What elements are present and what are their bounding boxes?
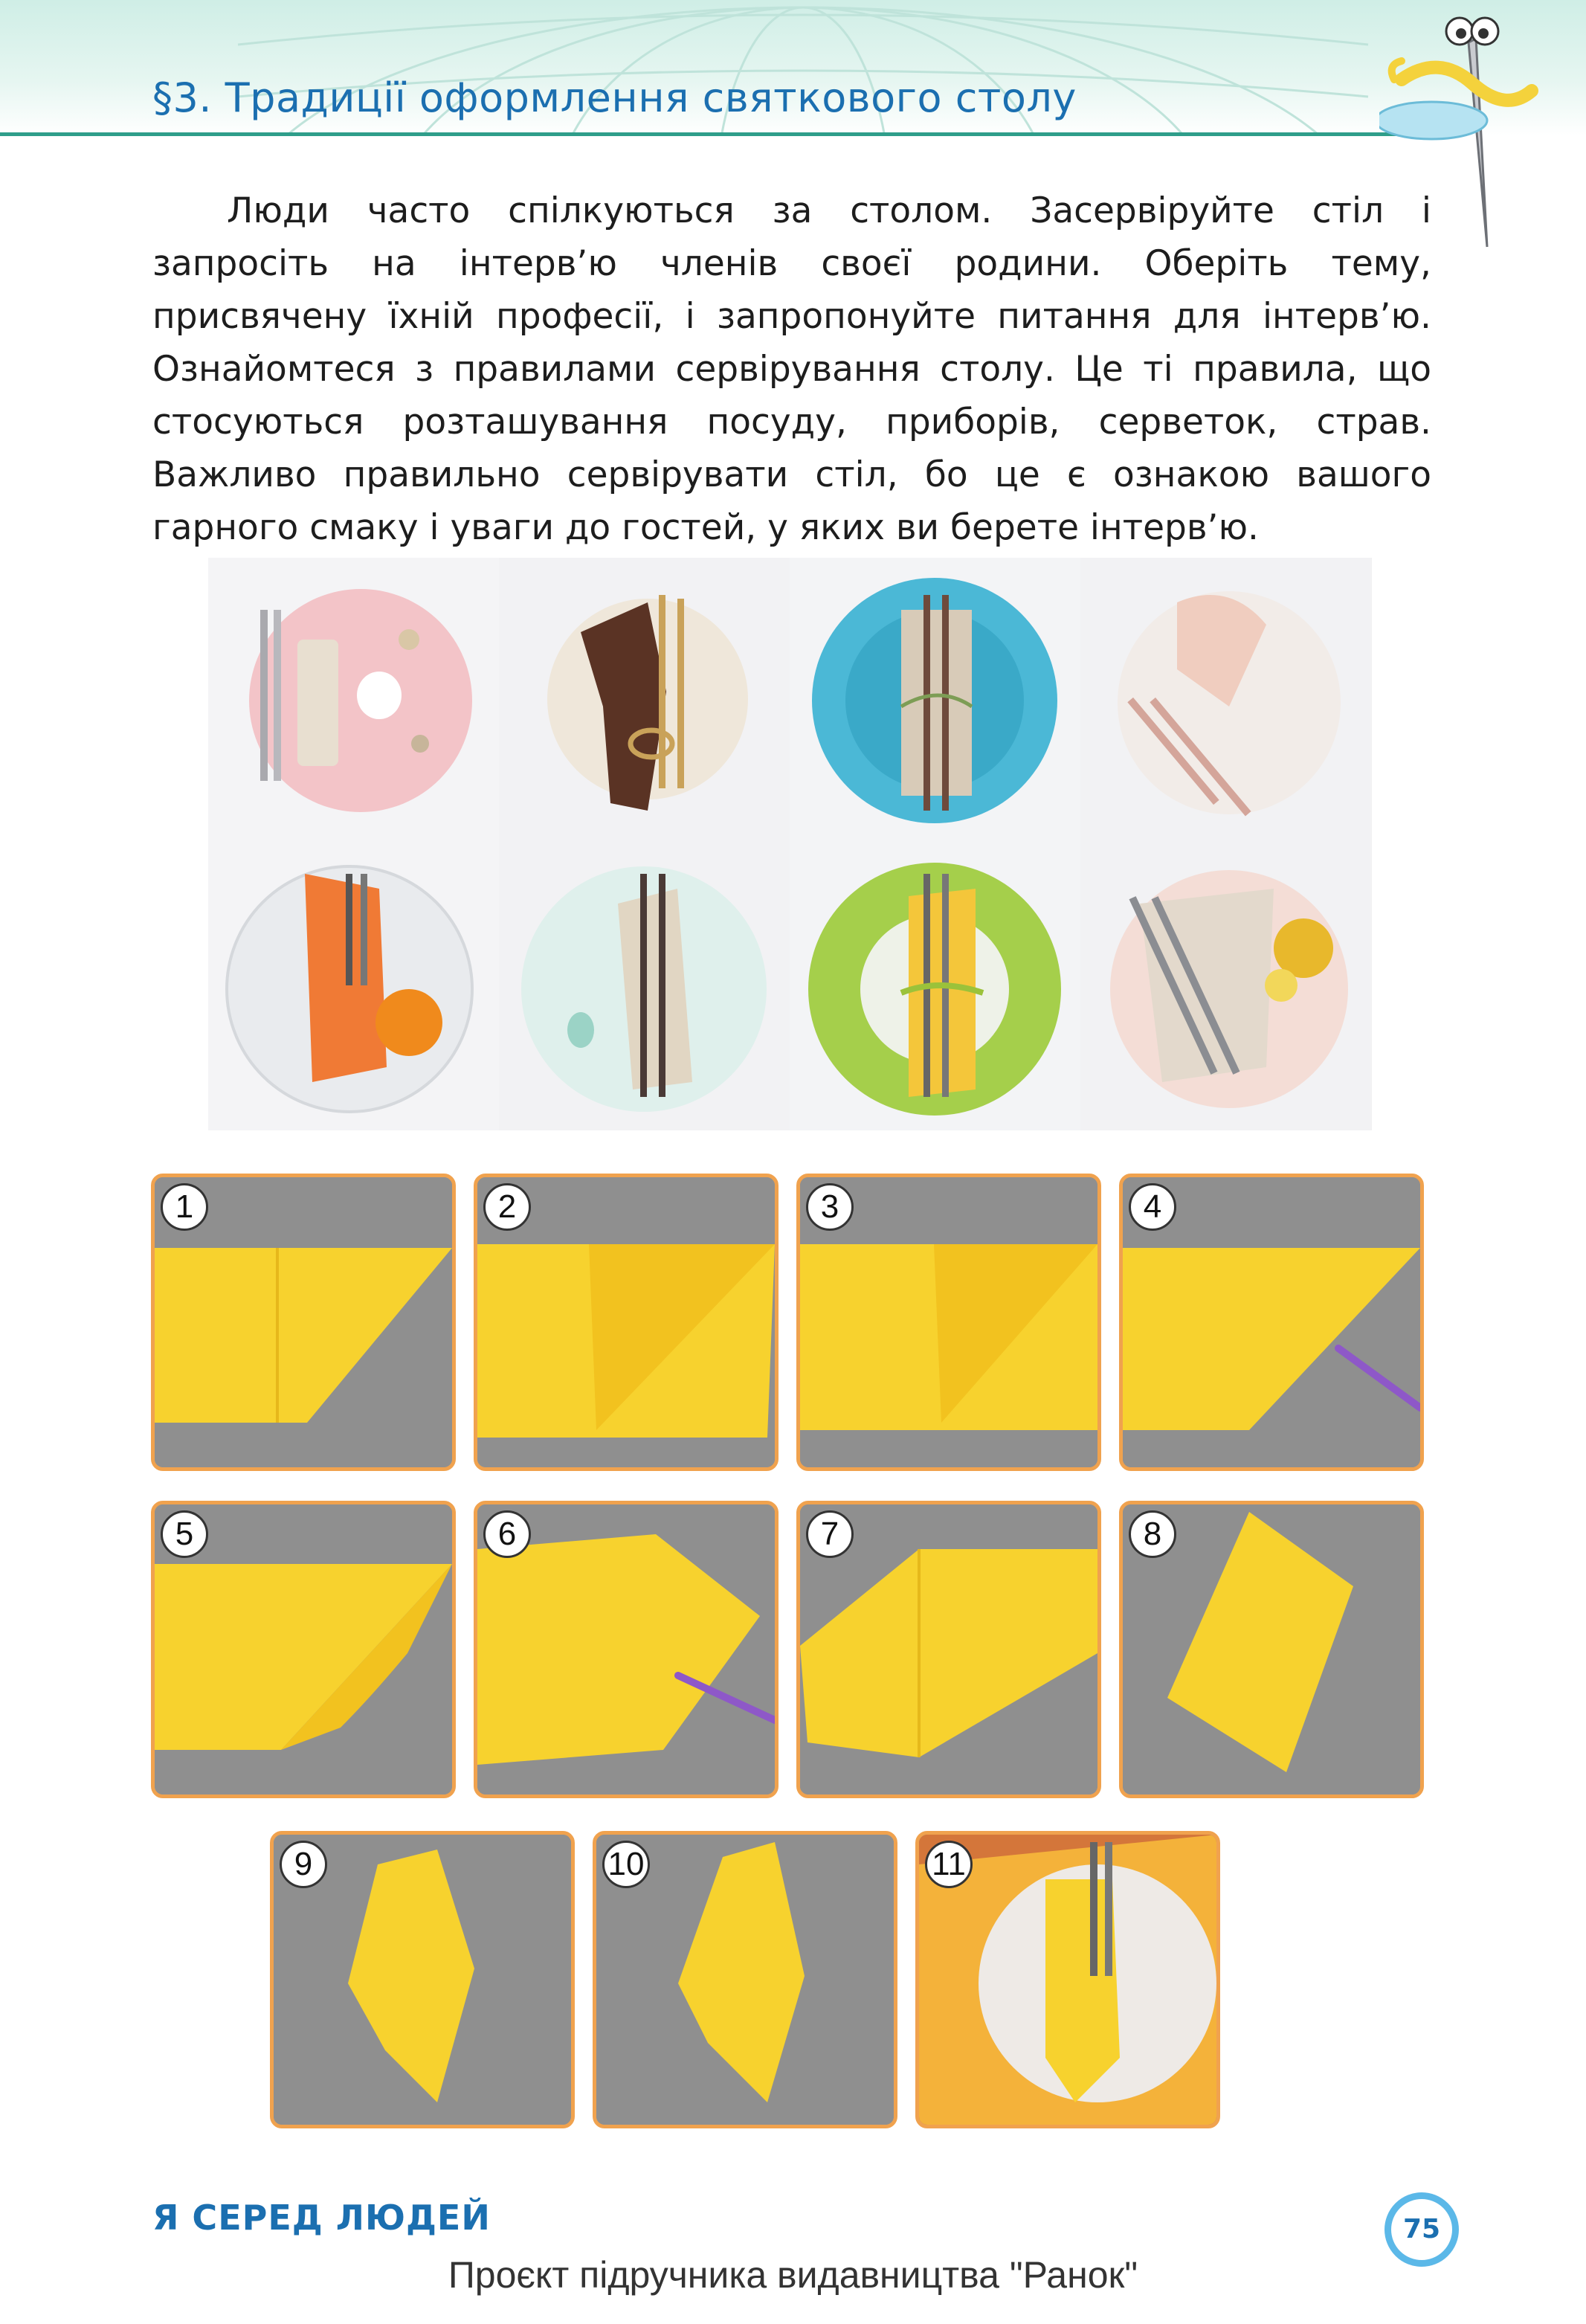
step-number: 7	[806, 1510, 854, 1558]
table-settings-photo-collage	[208, 558, 1372, 1130]
table-setting-photo	[499, 844, 790, 1130]
step-number: 5	[161, 1510, 208, 1558]
table-setting-photo	[1080, 844, 1371, 1130]
folding-step-photo	[1119, 1174, 1424, 1471]
folding-step-photo	[270, 1831, 575, 2128]
section-title: §3. Традиції оформлення святкового столу	[152, 74, 1077, 121]
step-number: 1	[161, 1183, 208, 1231]
table-setting-photo	[790, 558, 1080, 844]
folding-step-photo	[1119, 1501, 1424, 1798]
table-setting-photo	[499, 558, 790, 844]
step-number: 9	[280, 1841, 327, 1888]
step-number: 10	[602, 1841, 650, 1888]
step-number: 3	[806, 1183, 854, 1231]
folding-step-photo	[151, 1501, 456, 1798]
folding-step-photo	[474, 1174, 779, 1471]
step-number: 4	[1129, 1183, 1176, 1231]
section-footer-label: Я СЕРЕД ЛЮДЕЙ	[152, 2198, 491, 2238]
folding-step-photo	[796, 1501, 1101, 1798]
folding-step-photo	[474, 1501, 779, 1798]
page-number: 75	[1402, 2214, 1441, 2244]
step-number: 6	[483, 1510, 531, 1558]
step-number: 8	[1129, 1510, 1176, 1558]
table-setting-photo	[208, 558, 499, 844]
step-number: 11	[925, 1841, 973, 1888]
table-setting-photo	[1080, 558, 1371, 844]
table-setting-photo	[790, 844, 1080, 1130]
intro-paragraph: Люди часто спілкуються за столом. Засервіруйте стіл і запросіть на інтерв’ю членів своєї родини. Оберіть тему, присвячену їхній професії, і запропонуйте питання для інтерв’ю. Ознайомтеся з правилами сервірування столу. Це ті правила, що стосуються розташування посуду, приборів, серветок, страв. Важливо правильно сервірувати стіл, бо це є ознакою вашого гарного смаку і уваги до гостей, у яких ви берете інтерв’ю.	[152, 190, 1431, 548]
table-setting-photo	[208, 844, 499, 1130]
folding-step-photo	[593, 1831, 897, 2128]
header-rule	[0, 132, 1450, 136]
publisher-note: Проєкт підручника видавництва "Ранок"	[448, 2254, 1138, 2296]
step-number: 2	[483, 1183, 531, 1231]
folding-step-photo	[151, 1174, 456, 1471]
folding-step-photo	[796, 1174, 1101, 1471]
folding-step-photo	[915, 1831, 1220, 2128]
